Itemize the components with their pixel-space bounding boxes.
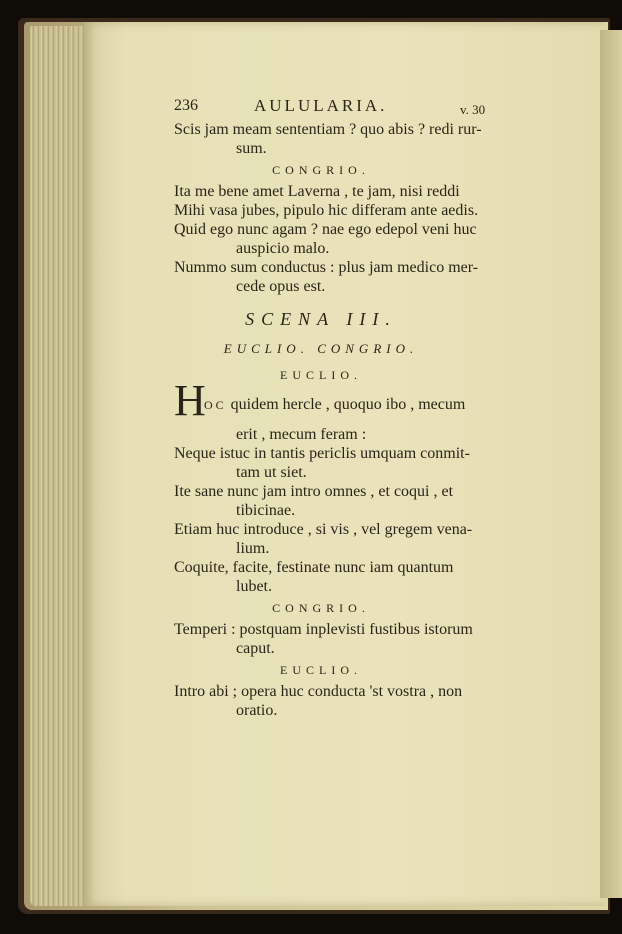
page-number: 236 [174,97,198,114]
verse-continuation: auspicio malo. [236,240,330,257]
verse-line: Scis jam meam sententiam ? quo abis ? redi rur- [174,121,482,138]
verse-continuation: oratio. [236,702,278,719]
verse-continuation: sum. [236,140,267,157]
speaker-label: CONGRIO. [272,163,370,177]
verse-line: Intro abi ; opera huc conducta 'st vostra , non [174,683,463,700]
running-title: AULULARIA. [254,96,388,115]
drop-cap-rest: OC [204,398,227,412]
opening-line [174,376,556,425]
verse-line: Nummo sum conductus : plus jam medico mer- [174,259,479,276]
verse-reference: v. 30 [460,102,486,117]
text-block [86,96,556,720]
verse-continuation: tam ut siet. [236,464,307,481]
verse-line: Ite sane nunc jam intro omnes , et coqui , et [174,483,454,500]
facing-page-edge [600,30,622,898]
verse-continuation: erit , mecum feram : [236,426,367,443]
speaker-label: CONGRIO. [272,601,370,615]
verse-continuation: caput. [236,640,275,657]
verse-line: Temperi : postquam inplevisti fustibus istorum [174,621,473,638]
scene-heading: SCENA III. [245,309,397,329]
verse-line: Coquite, facite, festinate nunc iam quantum [174,559,454,576]
opening-line-text [204,395,465,415]
speaker-label: EUCLIO. [280,663,362,677]
verse-line: Etiam huc introduce , si vis , vel gregem vena- [174,521,473,538]
verse-continuation: cede opus est. [236,278,326,295]
drop-cap: H [174,376,206,425]
scene-cast: EUCLIO. CONGRIO. [223,341,419,356]
speaker-label: EUCLIO. [280,368,362,382]
verse-continuation: lium. [236,540,270,557]
verse-continuation: lubet. [236,578,272,595]
opening-words: quidem hercle , quoquo ibo , mecum [230,396,466,413]
verse-line: Ita me bene amet Laverna , te jam, nisi reddi [174,183,460,200]
verse-continuation: tibicinae. [236,502,296,519]
page-edges [30,26,90,906]
running-header [86,96,556,120]
verse-line: Neque istuc in tantis periclis umquam conmit- [174,445,470,462]
verse-line: Mihi vasa jubes, pipulo hic differam ante aedis. [174,202,479,219]
verse-line: Quid ego nunc agam ? nae ego edepol veni huc [174,221,477,238]
